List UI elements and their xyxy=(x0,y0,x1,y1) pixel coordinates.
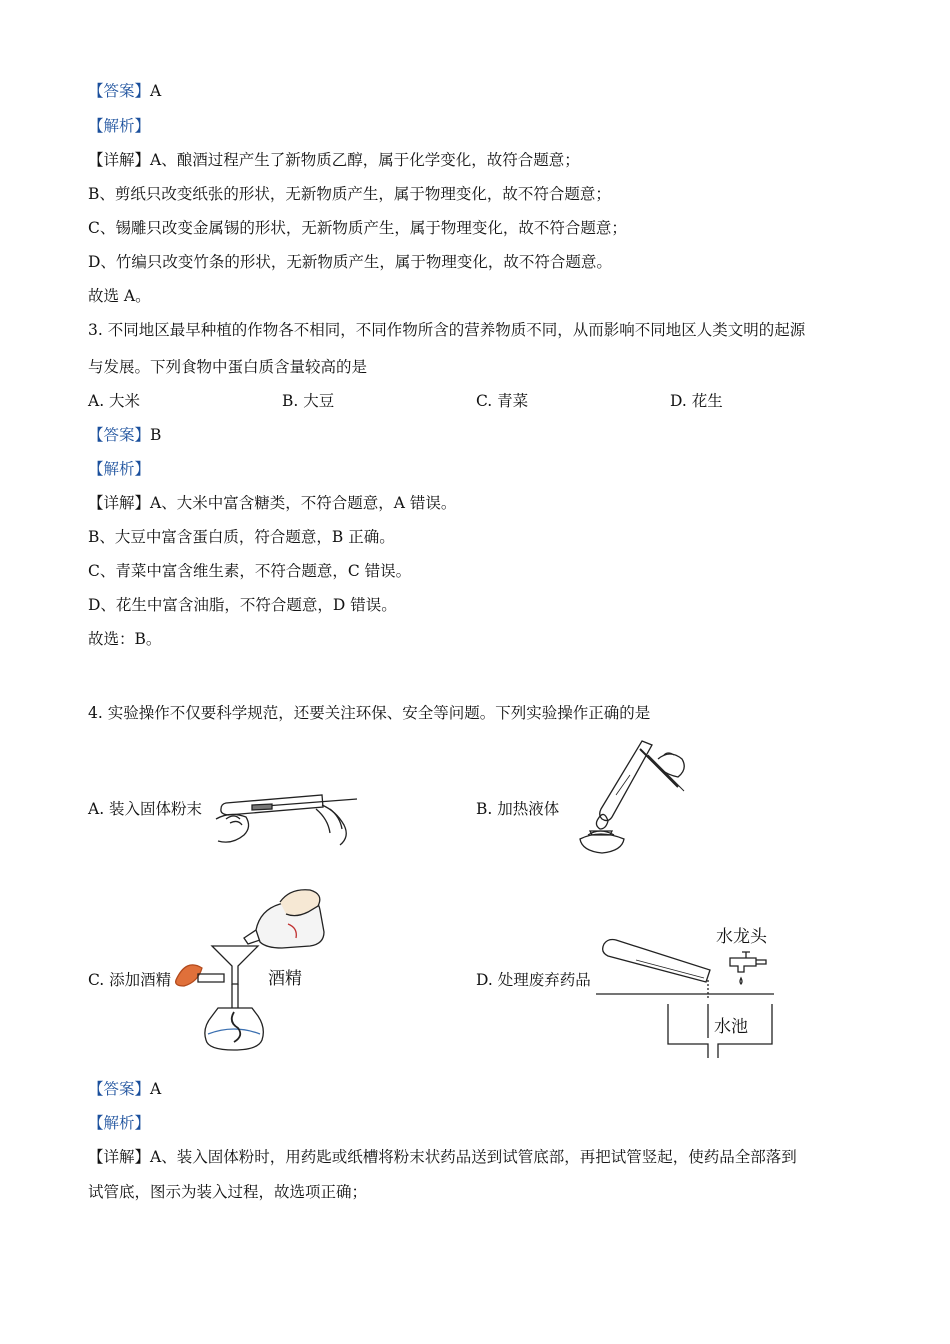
q4-stem: 4. 实验操作不仅要科学规范，还要关注环保、安全等问题。下列实验操作正确的是 xyxy=(88,704,651,722)
answer-value: A xyxy=(150,1080,162,1098)
q3-detail-line-d: D、花生中富含油脂，不符合题意，D 错误。 xyxy=(88,596,397,614)
q2-analysis-line xyxy=(88,116,150,136)
q4-detail-line2: 试管底，图示为装入过程，故选项正确； xyxy=(88,1183,368,1201)
q3-detail-line-a xyxy=(88,493,456,513)
answer-tag: 【答案】 xyxy=(88,426,151,444)
detail-text: A、装入固体粉时，用药匙或纸槽将粉末状药品送到试管底部，再把试管竖起，使药品全部落到 xyxy=(150,1148,797,1166)
detail-tag: 【详解】 xyxy=(88,151,151,169)
q2-answer-line xyxy=(88,81,161,101)
analysis-tag: 【解析】 xyxy=(88,117,151,135)
q3-conclusion: 故选：B。 xyxy=(88,630,162,648)
figure-d-waste-disposal xyxy=(596,918,776,1060)
analysis-tag: 【解析】 xyxy=(88,460,151,478)
detail-tag: 【详解】 xyxy=(88,1148,151,1166)
q3-option-c: C. 青菜 xyxy=(476,392,529,410)
detail-tag: 【详解】 xyxy=(88,494,151,512)
q3-option-a: A. 大米 xyxy=(88,392,141,410)
label-faucet: 水龙头 xyxy=(716,927,767,947)
q4-option-d: D. 处理废弃药品 xyxy=(476,971,591,989)
detail-text: A、酿酒过程产生了新物质乙醇，属于化学变化，故符合题意； xyxy=(150,151,580,169)
q2-detail-line-c: C、锡雕只改变金属锡的形状，无新物质产生，属于物理变化，故不符合题意； xyxy=(88,219,627,237)
q3-detail-line-c: C、青菜中富含维生素，不符合题意，C 错误。 xyxy=(88,562,412,580)
figure-b-heating-liquid xyxy=(560,735,690,855)
figure-a-powder-loading xyxy=(212,775,362,847)
q3-option-b: B. 大豆 xyxy=(282,392,335,410)
q2-detail-line-a xyxy=(88,150,580,170)
q4-option-b: B. 加热液体 xyxy=(476,800,560,818)
label-alcohol: 酒精 xyxy=(268,969,302,989)
q3-option-d: D. 花生 xyxy=(670,392,723,410)
q4-detail-line1 xyxy=(88,1147,797,1167)
q2-conclusion: 故选 A。 xyxy=(88,287,151,305)
q3-stem-line2: 与发展。下列食物中蛋白质含量较高的是 xyxy=(88,358,368,376)
answer-tag: 【答案】 xyxy=(88,82,151,100)
q3-detail-line-b: B、大豆中富含蛋白质，符合题意，B 正确。 xyxy=(88,528,395,546)
answer-tag: 【答案】 xyxy=(88,1080,151,1098)
answer-value: A xyxy=(150,82,162,100)
q4-option-c: C. 添加酒精 xyxy=(88,971,172,989)
q4-option-a: A. 装入固体粉末 xyxy=(88,800,203,818)
q4-answer-line xyxy=(88,1079,161,1099)
q3-stem-line1: 3. 不同地区最早种植的作物各不相同，不同作物所含的营养物质不同，从而影响不同地区人类文明的起源 xyxy=(88,321,806,339)
analysis-tag: 【解析】 xyxy=(88,1114,151,1132)
detail-text: A、大米中富含糖类，不符合题意，A 错误。 xyxy=(150,494,457,512)
figure-c-adding-alcohol xyxy=(168,888,338,1058)
q2-detail-line-d: D、竹编只改变竹条的形状，无新物质产生，属于物理变化，故不符合题意。 xyxy=(88,253,612,271)
q3-answer-line xyxy=(88,425,161,445)
q4-analysis-line xyxy=(88,1113,150,1133)
answer-value: B xyxy=(150,426,162,444)
q2-detail-line-b: B、剪纸只改变纸张的形状，无新物质产生，属于物理变化，故不符合题意； xyxy=(88,185,611,203)
q3-analysis-line xyxy=(88,459,150,479)
label-sink: 水池 xyxy=(714,1017,748,1037)
